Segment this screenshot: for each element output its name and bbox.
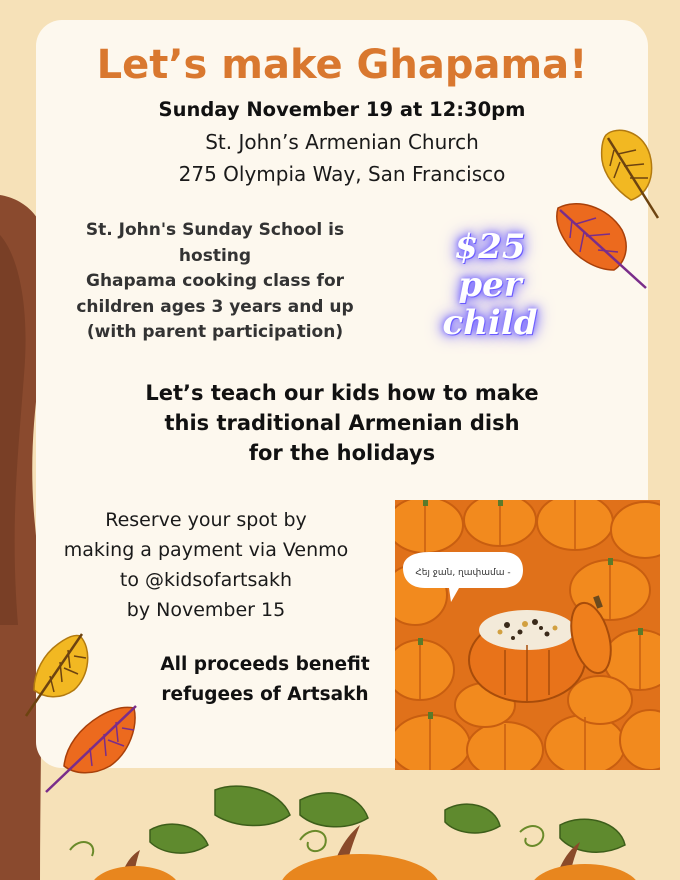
school-line: Ghapama cooking class for xyxy=(85,271,345,291)
school-line: (with parent participation) xyxy=(86,322,344,342)
reserve-line: to @kidsofartsakh xyxy=(119,569,293,591)
speech-bubble-text: Հեյ ջան, ղափամա - xyxy=(415,568,511,578)
school-line: hosting xyxy=(178,245,252,266)
orange-leaf-icon xyxy=(552,196,652,292)
price-badge xyxy=(430,228,550,342)
proceeds-line: refugees of Artsakh xyxy=(161,684,369,705)
proceeds-note xyxy=(95,650,435,710)
teach-message xyxy=(36,378,648,468)
teach-line: for the holidays xyxy=(248,441,436,465)
reserve-line: Reserve your spot by xyxy=(105,509,307,531)
school-line: St. John's Sunday School is xyxy=(85,220,345,240)
price-line: per xyxy=(458,265,522,305)
school-line: children ages 3 years and up xyxy=(76,296,354,317)
event-address: 275 Olympia Way, San Francisco xyxy=(178,162,506,186)
price-amount: $25 xyxy=(454,227,526,267)
reservation-info xyxy=(36,505,376,625)
proceeds-line: All proceeds benefit xyxy=(160,654,370,675)
flyer-title: Let’s make Ghapama! xyxy=(96,42,588,88)
teach-line: this traditional Armenian dish xyxy=(164,411,520,435)
price-line: child xyxy=(442,303,538,343)
reserve-line: by November 15 xyxy=(126,599,286,621)
ghapama-pumpkin-photo xyxy=(395,500,660,770)
reserve-line: making a payment via Venmo xyxy=(63,539,349,561)
teach-line: Let’s teach our kids how to make xyxy=(145,381,539,405)
school-description xyxy=(45,218,385,346)
pumpkin-vine-decoration xyxy=(0,770,680,880)
event-venue: St. John’s Armenian Church xyxy=(205,130,479,154)
event-date-time: Sunday November 19 at 12:30pm xyxy=(158,98,526,121)
